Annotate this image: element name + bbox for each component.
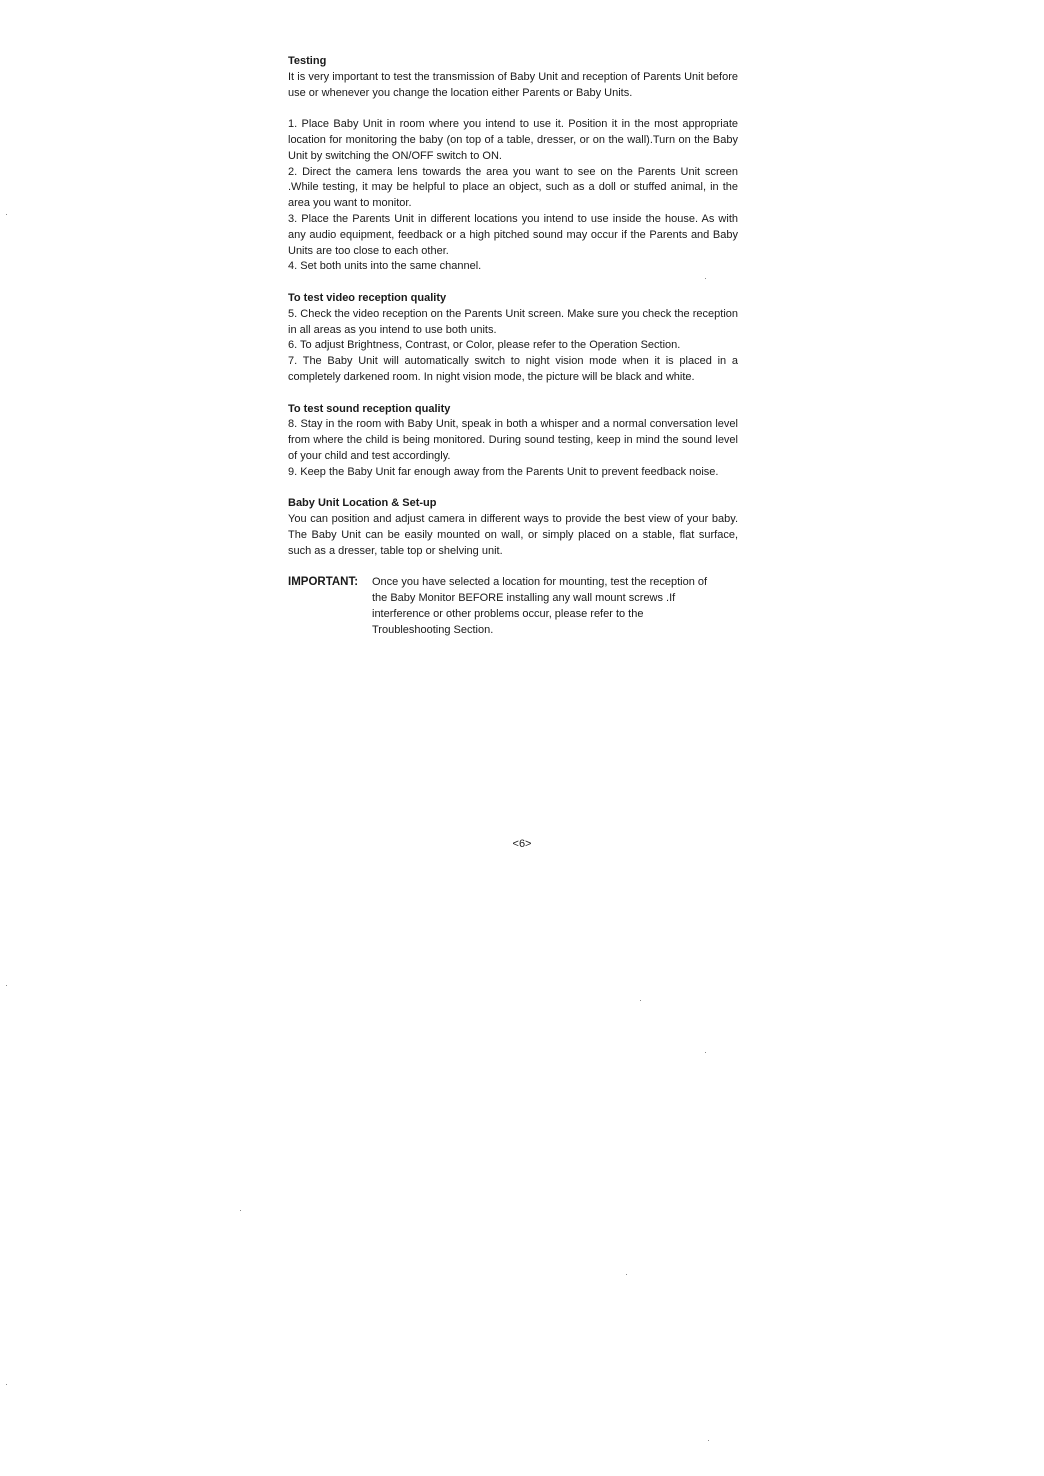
testing-step-1: 1. Place Baby Unit in room where you intend to use it. Position it in the most appropriate location for monitoring the baby (on top of a table, dresser, or on the wall).Turn on the Baby Unit by switching the ON/OFF switch to ON. bbox=[288, 118, 738, 162]
testing-step-4: 4. Set both units into the same channel. bbox=[288, 260, 482, 273]
video-step-5: 5. Check the video reception on the Parents Unit screen. Make sure you check the reception in all areas as you intend to use both units. bbox=[288, 307, 738, 336]
location-section bbox=[288, 496, 738, 559]
sound-step-8: 8. Stay in the room with Baby Unit, speak in both a whisper and a normal conversation level from where the child is being monitored. During sound testing, keep in mind the sound level of your child and test accordingly. bbox=[288, 418, 738, 462]
video-step-7: 7. The Baby Unit will automatically switch to night vision mode when it is placed in a completely darkened room. In night vision mode, the picture will be black and white. bbox=[288, 355, 738, 383]
testing-steps bbox=[288, 117, 738, 275]
page-number: <6> bbox=[512, 838, 532, 850]
testing-section bbox=[288, 54, 738, 101]
testing-step-3: 3. Place the Parents Unit in different locations you intend to use inside the house. As with any audio equipment, feedback or a high pitched sound may occur if the Parents and Baby Units are too close to each other. bbox=[288, 212, 738, 257]
location-body: You can position and adjust camera in different ways to provide the best view of your baby. The Baby Unit can be easily mounted on wall, or simply placed on a stable, flat surface, such as a dresser, table top or shelving unit. bbox=[288, 513, 738, 557]
location-heading: Baby Unit Location & Set-up bbox=[288, 497, 437, 510]
important-note bbox=[288, 575, 738, 638]
important-body: Once you have selected a location for mounting, test the reception of the Baby Monitor BEFORE installing any wall mount screws .If interference or other problems occur, please refer to the Troubleshooting Section. bbox=[372, 576, 708, 636]
video-step-6: 6. To adjust Brightness, Contrast, or Color, please refer to the Operation Section. bbox=[288, 339, 681, 352]
scan-speck bbox=[240, 1210, 241, 1211]
testing-step-2: 2. Direct the camera lens towards the area you want to see on the Parents Unit screen .While testing, it may be helpful to place an object, such as a doll or stuffed animal, in the area you want to monitor. bbox=[288, 165, 738, 210]
scan-speck bbox=[708, 1440, 709, 1441]
scan-speck bbox=[705, 278, 706, 279]
sound-section bbox=[288, 402, 738, 481]
testing-heading: Testing bbox=[288, 55, 327, 67]
sound-heading: To test sound reception quality bbox=[288, 402, 451, 415]
important-label: IMPORTANT: bbox=[288, 576, 359, 589]
sound-step-9: 9. Keep the Baby Unit far enough away from the Parents Unit to prevent feedback noise. bbox=[288, 465, 719, 478]
scan-speck bbox=[6, 985, 7, 986]
scan-speck bbox=[626, 1274, 627, 1275]
video-heading: To test video reception quality bbox=[288, 291, 447, 304]
testing-intro: It is very important to test the transmission of Baby Unit and reception of Parents Unit before use or whenever you change the location either Parents or Baby Units. bbox=[288, 70, 738, 99]
video-section bbox=[288, 291, 738, 386]
scan-speck bbox=[6, 214, 7, 215]
manual-page bbox=[288, 54, 738, 638]
scan-speck bbox=[640, 1000, 641, 1001]
scan-speck bbox=[6, 1384, 7, 1385]
scan-speck bbox=[705, 1052, 706, 1053]
